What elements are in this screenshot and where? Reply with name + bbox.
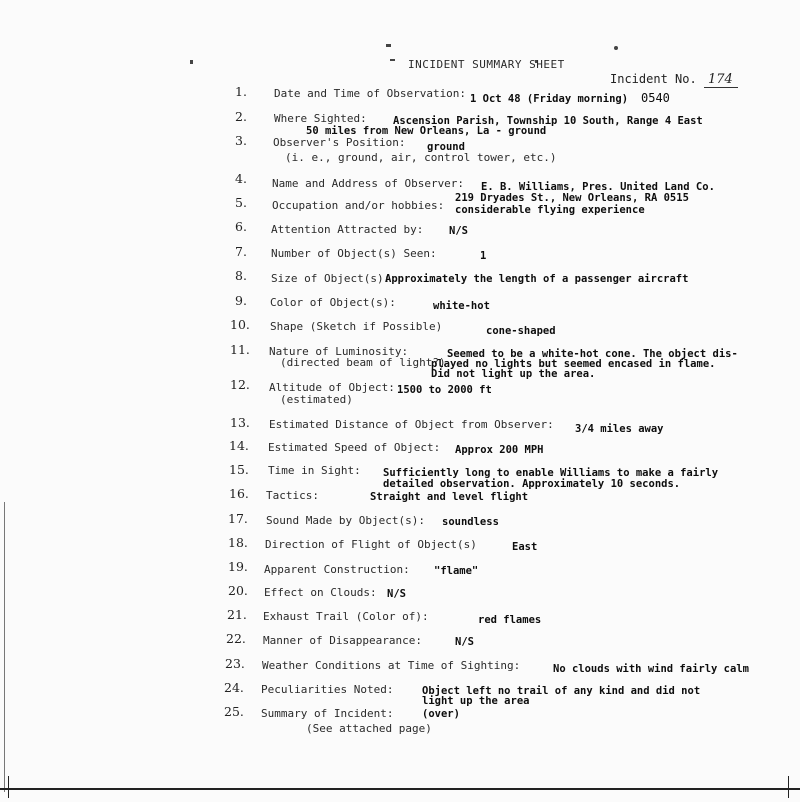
row-value: East: [512, 541, 538, 553]
row-number: 21.: [227, 607, 247, 622]
row-number: 10.: [230, 317, 250, 332]
row-number: 18.: [228, 535, 248, 550]
row-label: Estimated Distance of Object from Observer:: [269, 418, 554, 431]
scan-speck: [614, 46, 618, 50]
row-number: 16.: [229, 486, 249, 501]
row-value: white-hot: [433, 300, 490, 312]
row-label: Name and Address of Observer:: [272, 177, 465, 190]
row-label: Manner of Disappearance:: [263, 634, 422, 647]
row-value: N/S: [387, 588, 406, 600]
row-label: Peculiarities Noted:: [261, 683, 394, 696]
row-label: Where Sighted:: [274, 112, 367, 125]
row-value: 1: [480, 250, 487, 262]
row-label: Shape (Sketch if Possible): [270, 320, 443, 333]
row-label: Date and Time of Observation:: [274, 87, 467, 100]
row-value: ground: [427, 141, 465, 153]
row-number: 20.: [228, 583, 248, 598]
row-label: Occupation and/or hobbies:: [272, 199, 445, 212]
row-value-line2: light up the area: [422, 695, 530, 707]
row-value-line2: 219 Dryades St., New Orleans, RA 0515: [455, 192, 689, 204]
row-label: Estimated Speed of Object:: [268, 441, 441, 454]
row-number: 8.: [235, 268, 247, 283]
row-value: Approx 200 MPH: [455, 444, 544, 456]
row-number: 24.: [224, 680, 244, 695]
scan-speck: [386, 44, 391, 47]
scan-speck: [190, 60, 193, 64]
row-label: Size of Object(s):: [271, 272, 391, 285]
row-note: (See attached page): [306, 722, 432, 735]
row-value: N/S: [449, 225, 468, 237]
bottom-edge-line: [0, 788, 800, 790]
row-number: 15.: [229, 462, 249, 477]
row-number: 19.: [228, 559, 248, 574]
row-value-line2: detailed observation. Approximately 10 seconds.: [383, 478, 681, 490]
row-number: 11.: [230, 342, 250, 357]
page-title: INCIDENT SUMMARY SHEET: [408, 58, 565, 71]
row-value: Object left no trail of any kind and did not: [422, 685, 701, 697]
row-value-extra: 0540: [641, 91, 670, 105]
row-value: Seemed to be a white-hot cone. The object dis-: [447, 348, 738, 360]
row-label: Direction of Flight of Object(s): [265, 538, 477, 551]
row-label: Effect on Clouds:: [264, 586, 377, 599]
row-label: Attention Attracted by:: [271, 223, 424, 236]
row-value: soundless: [442, 516, 499, 528]
row-label: Weather Conditions at Time of Sighting:: [262, 659, 521, 672]
row-value-line2: 50 miles from New Orleans, La - ground: [306, 125, 547, 137]
row-number: 3.: [235, 133, 247, 148]
row-label: Color of Object(s):: [270, 296, 396, 309]
row-value: (over): [422, 708, 460, 720]
row-number: 12.: [230, 377, 250, 392]
row-label: Apparent Construction:: [264, 563, 410, 576]
row-label: Altitude of Object:: [269, 381, 395, 394]
row-value: E. B. Williams, Pres. United Land Co.: [481, 181, 715, 193]
row-label: Tactics:: [266, 489, 319, 502]
incident-label: Incident No.: [610, 72, 697, 86]
row-number: 1.: [235, 84, 247, 99]
row-label: Summary of Incident:: [261, 707, 394, 720]
row-value: N/S: [455, 636, 474, 648]
left-edge-artifact: [4, 502, 5, 792]
row-value: Approximately the length of a passenger aircraft: [385, 273, 689, 285]
row-number: 4.: [235, 171, 247, 186]
row-number: 6.: [235, 219, 247, 234]
row-sublabel: (i. e., ground, air, control tower, etc.): [285, 151, 557, 164]
row-value-line2: played no lights but seemed encased in flame.: [431, 358, 716, 370]
row-number: 2.: [235, 109, 247, 124]
row-value: "flame": [434, 565, 479, 577]
row-label: Number of Object(s) Seen:: [271, 247, 437, 260]
bottom-edge-tick: [788, 776, 789, 798]
row-sublabel: (estimated): [280, 393, 353, 406]
row-number: 23.: [225, 656, 245, 671]
row-value: Ascension Parish, Township 10 South, Range 4 East: [393, 115, 703, 127]
row-value: red flames: [478, 614, 542, 626]
row-label: Observer's Position:: [273, 136, 406, 149]
row-number: 13.: [230, 415, 250, 430]
row-label: Time in Sight:: [268, 464, 361, 477]
row-value: 1 Oct 48 (Friday morning): [470, 93, 629, 105]
row-value: No clouds with wind fairly calm: [553, 663, 749, 675]
row-value: Sufficiently long to enable Williams to make a fairly: [383, 467, 719, 479]
incident-number: [610, 72, 738, 88]
row-number: 9.: [235, 293, 247, 308]
row-value: 3/4 miles away: [575, 423, 664, 435]
row-value: cone-shaped: [486, 325, 556, 337]
row-value-line3: Did not light up the area.: [431, 368, 596, 380]
row-number: 7.: [235, 244, 247, 259]
bottom-edge-tick: [8, 776, 9, 798]
row-number: 25.: [224, 704, 244, 719]
row-number: 14.: [229, 438, 249, 453]
row-label: Exhaust Trail (Color of):: [263, 610, 429, 623]
row-value: Straight and level flight: [370, 491, 529, 503]
row-number: 5.: [235, 195, 247, 210]
incident-number-value: 174: [704, 72, 738, 88]
row-sublabel: (directed beam of light?): [280, 356, 446, 369]
row-number: 17.: [228, 511, 248, 526]
row-value: 1500 to 2000 ft: [397, 384, 492, 396]
row-value: considerable flying experience: [455, 204, 645, 216]
scan-speck: [390, 59, 395, 61]
row-label: Nature of Luminosity:: [269, 345, 409, 358]
row-label: Sound Made by Object(s):: [266, 514, 425, 527]
row-number: 22.: [226, 631, 246, 646]
